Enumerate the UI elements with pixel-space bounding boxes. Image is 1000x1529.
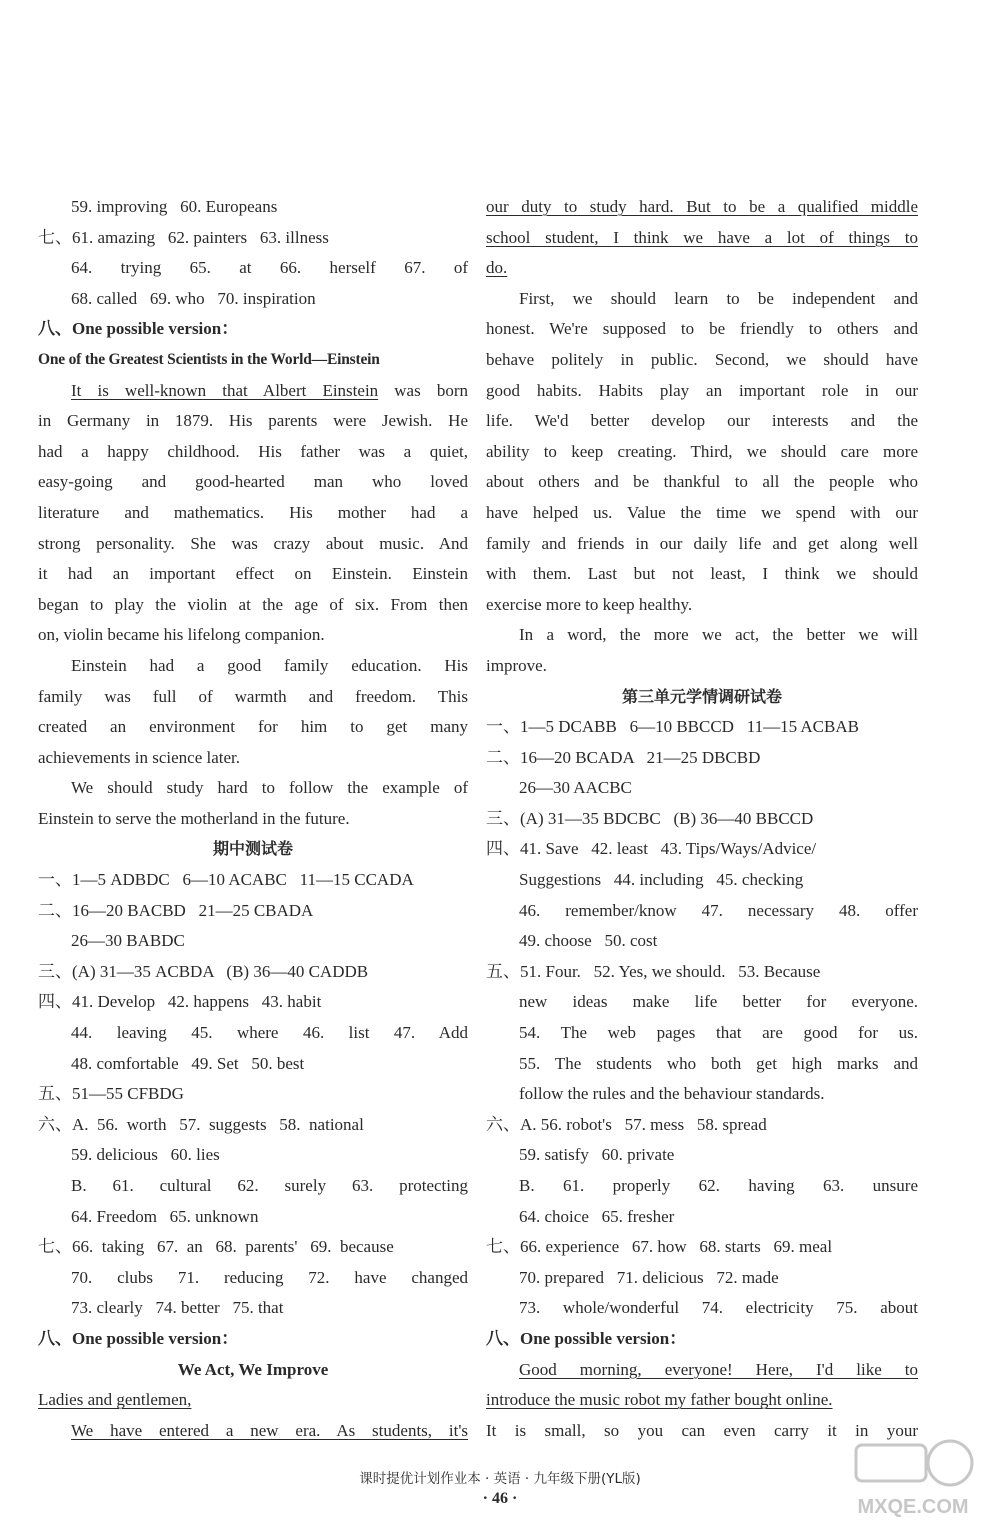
essay-title: One of the Greatest Scientists in the World—Einstein bbox=[38, 350, 380, 368]
text-line: literature and mathematics. His mother had a bbox=[38, 502, 468, 522]
text-line: have helped us. Value the time we spend with our bbox=[486, 502, 918, 522]
section-label: 八、One possible version： bbox=[486, 1328, 687, 1348]
text-line: 70. clubs 71. reducing 72. have changed bbox=[71, 1267, 468, 1287]
text-line: 五、51. Four. 52. Yes, we should. 53. Because bbox=[486, 961, 821, 981]
text-line: It is small, so you can even carry it in your bbox=[486, 1420, 918, 1440]
text-line: 46. remember/know 47. necessary 48. offer bbox=[519, 900, 918, 920]
text-line: do. bbox=[486, 258, 508, 278]
text-line: with them. Last but not least, I think we should bbox=[486, 564, 918, 584]
text-line: family and friends in our daily life and get along well bbox=[486, 533, 918, 553]
text-line: 二、16—20 BACBD 21—25 CBADA bbox=[38, 900, 314, 920]
left-column bbox=[38, 192, 468, 1446]
text-line: It is well-known that Albert Einstein was born bbox=[71, 380, 468, 400]
text-line: follow the rules and the behaviour standards. bbox=[519, 1084, 825, 1104]
watermark-logo bbox=[838, 1433, 988, 1523]
text-line: 六、A. 56. robot's 57. mess 58. spread bbox=[486, 1114, 767, 1134]
watermark-text: MXQE.COM bbox=[857, 1496, 969, 1518]
text-line: 七、61. amazing 62. painters 63. illness bbox=[38, 227, 329, 247]
text-line: strong personality. She was crazy about music. And bbox=[38, 533, 468, 553]
text-line: honest. We're supposed to be friendly to others and bbox=[486, 319, 918, 339]
text-line: school student, I think we have a lot of things to bbox=[486, 227, 918, 247]
essay-title: We Act, We Improve bbox=[177, 1359, 329, 1379]
text-line: had a happy childhood. His father was a quiet, bbox=[38, 441, 468, 461]
text-line: 一、1—5 DCABB 6—10 BBCCD 11—15 ACBAB bbox=[486, 717, 859, 737]
text-line: Ladies and gentlemen, bbox=[38, 1390, 192, 1410]
text-line: 26—30 AACBC bbox=[519, 778, 632, 798]
text-line: B. 61. cultural 62. surely 63. protecting bbox=[71, 1176, 468, 1195]
text-line: easy-going and good-hearted man who loved bbox=[38, 472, 468, 492]
text-line: 三、(A) 31—35 BDCBC (B) 36—40 BBCCD bbox=[486, 808, 814, 828]
section-heading: 第三单元学情调研试卷 bbox=[621, 686, 782, 706]
book-title-footer: 课时提优计划作业本 · 英语 · 九年级下册(YL版) bbox=[359, 1471, 641, 1487]
text-line: it had an important effect on Einstein. Einstein bbox=[38, 564, 468, 584]
text-line: new ideas make life better for everyone. bbox=[519, 992, 918, 1012]
text-line: 二、16—20 BCADA 21—25 DBCBD bbox=[486, 747, 761, 767]
page-number: · 46 · bbox=[482, 1490, 518, 1507]
text-line: First, we should learn to be independent and bbox=[519, 288, 918, 308]
text-line: We should study hard to follow the example of bbox=[71, 778, 468, 798]
text-line: 44. leaving 45. where 46. list 47. Add bbox=[71, 1023, 468, 1043]
text-line: introduce the music robot my father bought online. bbox=[486, 1390, 833, 1410]
text-line: exercise more to keep healthy. bbox=[486, 594, 693, 614]
text-line: 一、1—5 ADBDC 6—10 ACABC 11—15 CCADA bbox=[38, 870, 414, 890]
text-line: 59. satisfy 60. private bbox=[519, 1145, 675, 1165]
text-line: 七、66. experience 67. how 68. starts 69. meal bbox=[486, 1237, 833, 1257]
text-line: In a word, the more we act, the better we will bbox=[519, 625, 918, 645]
text-line: 七、66. taking 67. an 68. parents' 69. because bbox=[38, 1237, 394, 1257]
text-line: We have entered a new era. As students, it's bbox=[71, 1420, 468, 1440]
text-line: 64. trying 65. at 66. herself 67. of bbox=[71, 258, 468, 278]
text-line: 64. Freedom 65. unknown bbox=[71, 1206, 259, 1226]
text-line: 49. choose 50. cost bbox=[519, 931, 658, 951]
text-line: life. We'd better develop our interests and the bbox=[486, 411, 918, 431]
section-label: 八、One possible version： bbox=[38, 1328, 239, 1348]
text-line: 68. called 69. who 70. inspiration bbox=[71, 288, 316, 308]
text-line: 三、(A) 31—35 ACBDA (B) 36—40 CADDB bbox=[38, 961, 369, 981]
text-line: 59. delicious 60. lies bbox=[71, 1145, 220, 1165]
text-line: our duty to study hard. But to be a qualified middle bbox=[486, 197, 918, 216]
section-heading: 期中测试卷 bbox=[212, 839, 293, 859]
text-line: Suggestions 44. including 45. checking bbox=[519, 870, 804, 890]
text-line: created an environment for him to get many bbox=[38, 717, 468, 737]
text-line: 五、51—55 CFBDG bbox=[38, 1084, 184, 1104]
text-line: 六、A. 56. worth 57. suggests 58. national bbox=[38, 1114, 364, 1134]
text-line: family was full of warmth and freedom. This bbox=[38, 686, 468, 706]
text-line: ability to keep creating. Third, we should care more bbox=[486, 441, 918, 461]
text-line: improve. bbox=[486, 655, 547, 675]
section-label: 八、One possible version： bbox=[38, 319, 239, 339]
text-line: B. 61. properly 62. having 63. unsure bbox=[519, 1176, 918, 1195]
right-column bbox=[486, 192, 918, 1446]
text-line: 70. prepared 71. delicious 72. made bbox=[519, 1267, 779, 1287]
text-line: Einstein had a good family education. His bbox=[71, 655, 468, 675]
text-line: about others and be thankful to all the people who bbox=[486, 472, 918, 492]
text-line: on, violin became his lifelong companion. bbox=[38, 625, 325, 645]
text-line: began to play the violin at the age of six. From then bbox=[38, 594, 468, 614]
text-line: 54. The web pages that are good for us. bbox=[519, 1023, 918, 1043]
text-line: 64. choice 65. fresher bbox=[519, 1206, 675, 1226]
text-line: 59. improving 60. Europeans bbox=[71, 197, 278, 216]
text-line: 26—30 BABDC bbox=[71, 931, 185, 951]
text-line: 四、41. Develop 42. happens 43. habit bbox=[38, 992, 322, 1012]
text-line: 48. comfortable 49. Set 50. best bbox=[71, 1053, 305, 1073]
text-line: 四、41. Save 42. least 43. Tips/Ways/Advice/ bbox=[486, 839, 817, 859]
text-line: good habits. Habits play an important role in our bbox=[486, 380, 918, 400]
text-line: 73. whole/wonderful 74. electricity 75. about bbox=[519, 1298, 918, 1318]
text-line: Einstein to serve the motherland in the future. bbox=[38, 808, 350, 828]
text-line: 73. clearly 74. better 75. that bbox=[71, 1298, 284, 1318]
text-line: achievements in science later. bbox=[38, 747, 241, 767]
text-line: in Germany in 1879. His parents were Jewish. He bbox=[38, 411, 468, 431]
text-line: behave politely in public. Second, we should have bbox=[486, 349, 918, 369]
text-line: 55. The students who both get high marks and bbox=[519, 1053, 918, 1073]
text-line: Good morning, everyone! Here, I'd like to bbox=[519, 1359, 918, 1379]
